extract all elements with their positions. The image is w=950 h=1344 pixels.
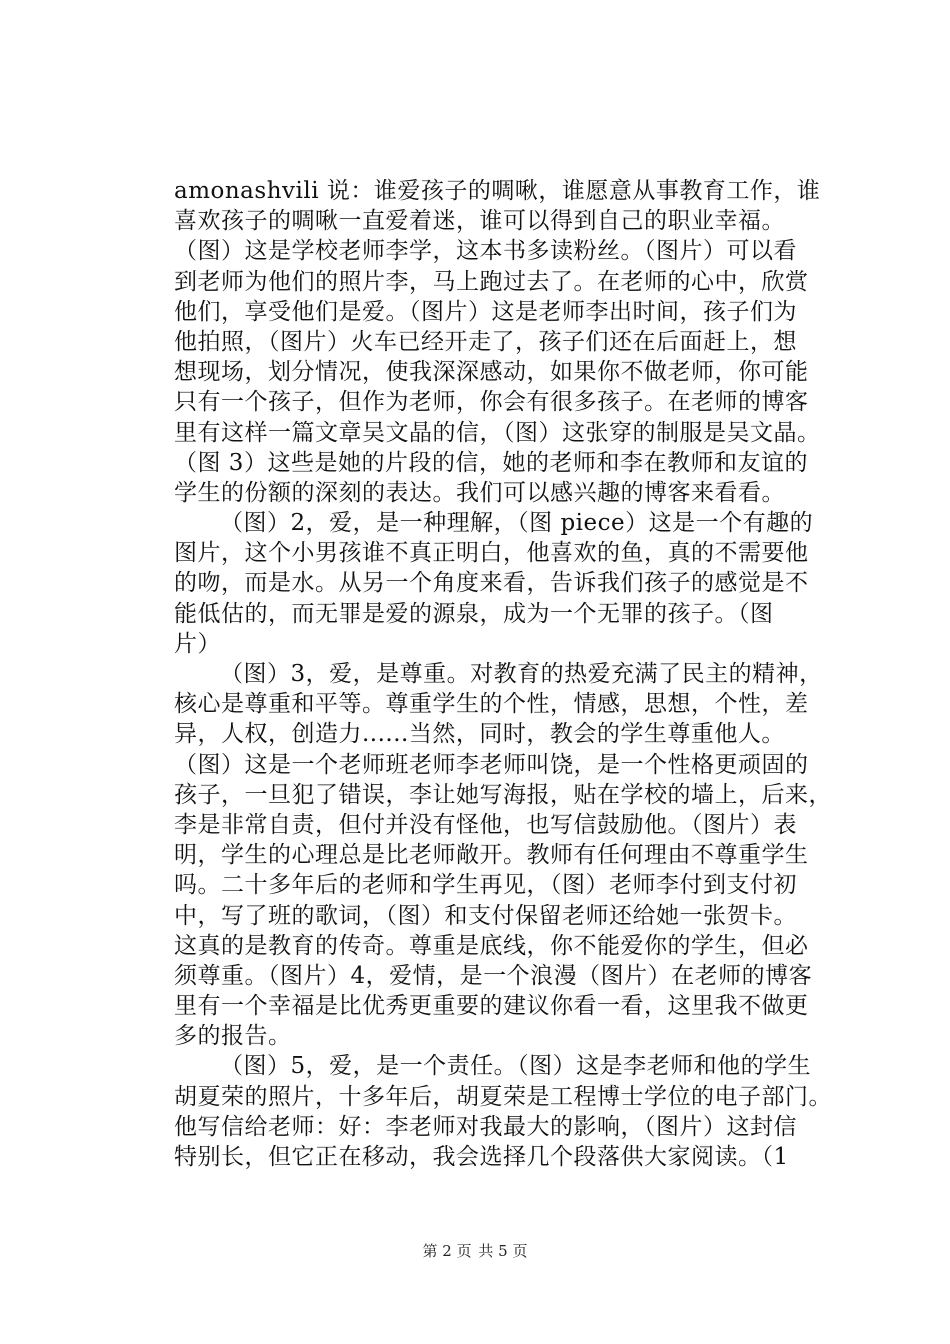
text-line: 孩子，一旦犯了错误，李让她写海报，贴在学校的墙上，后来，: [174, 781, 832, 808]
text-line: 他们，享受他们是爱。（图片）这是老师李出时间，孩子们为: [174, 298, 797, 325]
text-line: 片）: [174, 630, 221, 657]
text-line: 明，学生的心理总是比老师敞开。教师有任何理由不尊重学生: [174, 842, 809, 869]
text-line: 异，人权，创造力......当然，同时，教会的学生尊重他人。: [174, 721, 785, 748]
text-line: 他拍照，（图片）火车已经开走了，孩子们还在后面赶上，想: [174, 328, 797, 355]
text-line: （图）这是学校老师李学，这本书多读粉丝。（图片）可以看: [174, 238, 797, 265]
text-line: 特别长，但它正在移动，我会选择几个段落供大家阅读。（1: [174, 1144, 789, 1170]
paragraph-start-line: （图）5，爱，是一个责任。（图）这是李老师和他的学生: [220, 1053, 812, 1080]
text-line: 到老师为他们的照片李，马上跑过去了。在老师的心中，欣赏: [174, 268, 809, 295]
text-line: （图）这是一个老师班老师李老师叫饶，是一个性格更顽固的: [174, 751, 809, 778]
text-line: 多的报告。: [174, 1023, 292, 1050]
text-line: 这真的是教育的传奇。尊重是底线，你不能爱你的学生，但必: [174, 932, 809, 959]
text-line: 图片，这个小男孩谁不真正明白，他喜欢的鱼，真的不需要他: [174, 540, 809, 567]
text-line: 只有一个孩子，但作为老师，你会有很多孩子。在老师的博客: [174, 389, 809, 416]
page-number: 第 2 页: [422, 1242, 472, 1260]
page-footer: [0, 1240, 950, 1261]
page-total: 共 5 页: [478, 1242, 528, 1260]
paragraph-start-line: （图）2，爱，是一种理解，（图 piece）这是一个有趣的: [220, 510, 814, 537]
text-line: 中，写了班的歌词，（图）和支付保留老师还给她一张贺卡。: [174, 902, 797, 929]
text-line: 喜欢孩子的啁啾一直爱着迷，谁可以得到自己的职业幸福。: [174, 208, 785, 235]
text-line: 李是非常自责，但付并没有怪他，也写信鼓励他。（图片）表: [174, 811, 797, 838]
text-line: 吗。二十多年后的老师和学生再见，（图）老师李付到支付初: [174, 872, 797, 899]
text-line: amonashvili 说：谁爱孩子的啁啾，谁愿意从事教育工作，谁: [174, 178, 821, 204]
text-line: 里有这样一篇文章吴文晶的信，（图）这张穿的制服是吴文晶。: [174, 419, 821, 446]
text-line: 学生的份额的深刻的表达。我们可以感兴趣的博客来看看。: [174, 479, 785, 506]
text-line: （图 3）这些是她的片段的信，她的老师和李在教师和友谊的: [174, 449, 808, 476]
text-line: 核心是尊重和平等。尊重学生的个性，情感，思想，个性，差: [174, 691, 809, 718]
text-line: 的吻，而是水。从另一个角度来看，告诉我们孩子的感觉是不: [174, 570, 809, 597]
paragraph-start-line: （图）3，爱，是尊重。对教育的热爱充满了民主的精神，: [220, 661, 823, 687]
text-line: 他写信给老师：好：李老师对我最大的影响，（图片）这封信: [174, 1113, 797, 1140]
text-line: 须尊重。（图片）4，爱情，是一个浪漫（图片）在老师的博客: [174, 962, 813, 989]
text-line: 里有一个幸福是比优秀更重要的建议你看一看，这里我不做更: [174, 993, 809, 1020]
text-line: 想现场，划分情况，使我深深感动，如果你不做老师，你可能: [174, 359, 809, 386]
body-text: [174, 176, 844, 1172]
text-line: 能低估的，而无罪是爱的源泉，成为一个无罪的孩子。（图: [174, 600, 774, 627]
text-line: 胡夏荣的照片，十多年后，胡夏荣是工程博士学位的电子部门。: [174, 1083, 832, 1110]
